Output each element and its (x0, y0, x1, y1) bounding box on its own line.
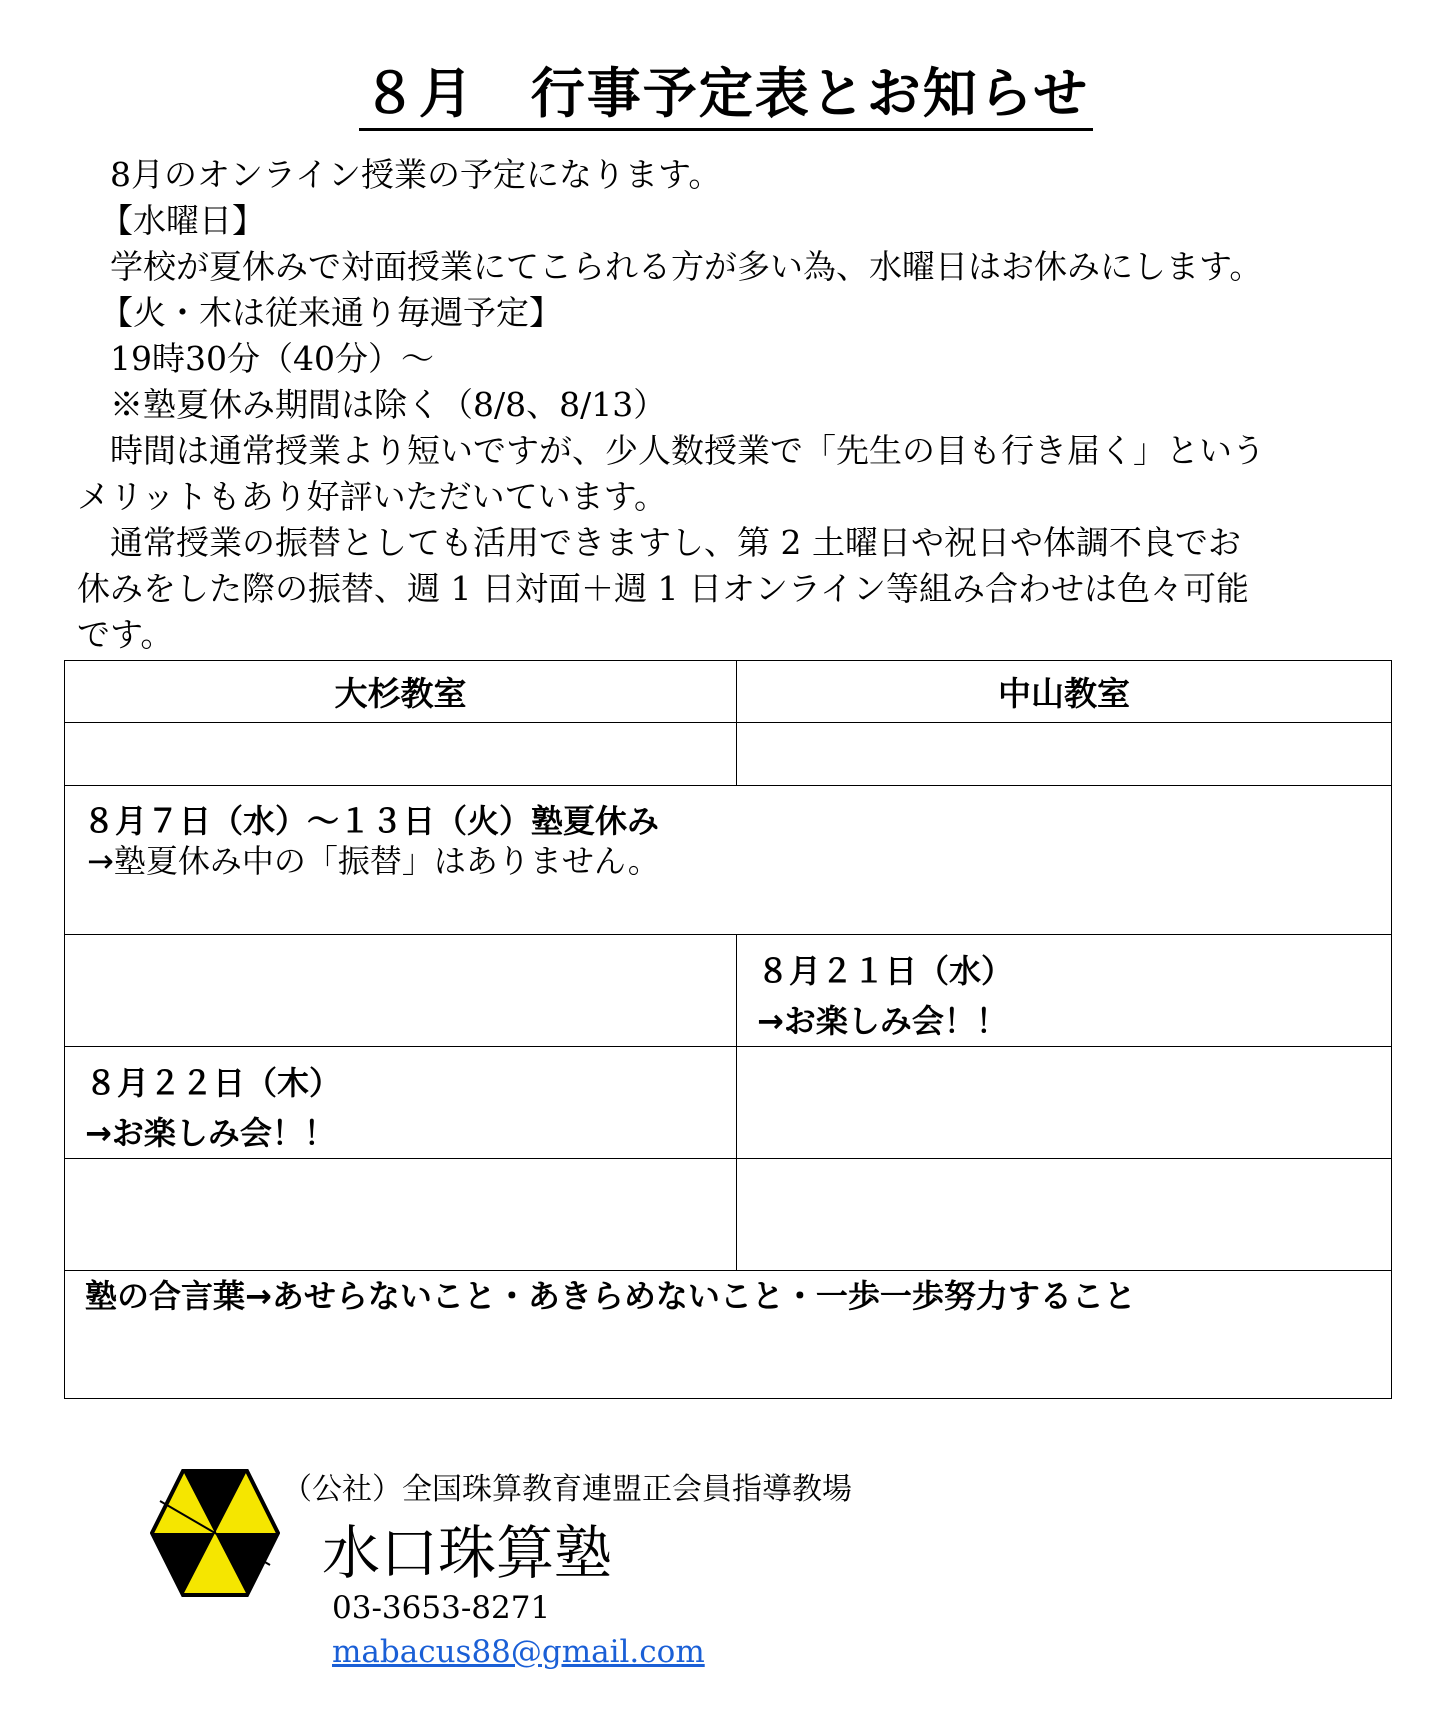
summer-break-note: →塾夏休み中の「振替」はありません。 (87, 842, 660, 880)
empty-cell (737, 1159, 1392, 1271)
summer-break-date: ８月７日（水）～１３日（火）塾夏休み (83, 802, 660, 840)
col-header-nakayama: 中山教室 (737, 661, 1392, 723)
col-header-osugi: 大杉教室 (65, 661, 737, 723)
intro-line: 19時30分（40分）～ (77, 339, 434, 378)
phone-number: 03-3653-8271 (332, 1590, 551, 1626)
empty-cell (65, 1159, 737, 1271)
motto-cell (65, 1271, 1392, 1399)
osugi-event-cell (65, 1047, 737, 1159)
intro-text (77, 152, 1397, 658)
intro-line: 【火・木は従来通り毎週予定】 (100, 293, 562, 332)
intro-line: 時間は通常授業より短いですが、少人数授業で「先生の目も行き届く」という (77, 431, 1265, 470)
intro-line: ※塾夏休み期間は除く（8/8、8/13） (77, 385, 667, 424)
organization-name: （公社）全国珠算教育連盟正会員指導教場 (282, 1472, 852, 1507)
empty-cell (737, 723, 1392, 786)
motto-text: 塾の合言葉→あせらないこと・あきらめないこと・一歩一歩努力すること (85, 1277, 1136, 1315)
schedule-table (64, 660, 1392, 1399)
osugi-event-date: ８月２２日（木） (85, 1064, 342, 1102)
nakayama-event-cell (737, 935, 1392, 1047)
intro-line: 【水曜日】 (100, 201, 265, 240)
abacus-logo-icon (150, 1468, 280, 1598)
email-link[interactable]: mabacus88@gmail.com (332, 1634, 705, 1670)
intro-line: 通常授業の振替としても活用できますし、第 2 土曜日や祝日や体調不良でお (77, 523, 1241, 562)
intro-line: 休みをした際の振替、週 1 日対面＋週 1 日オンライン等組み合わせは色々可能 (77, 569, 1249, 608)
summer-break-cell (65, 786, 1392, 935)
intro-line: 学校が夏休みで対面授業にてこられる方が多い為、水曜日はお休みにします。 (77, 247, 1263, 286)
nakayama-event-name: →お楽しみ会！！ (757, 1002, 1008, 1040)
intro-line: です。 (77, 615, 174, 654)
intro-line: メリットもあり好評いただいています。 (77, 477, 668, 516)
empty-cell (737, 1047, 1392, 1159)
school-name: 水口珠算塾 (322, 1519, 613, 1587)
nakayama-event-date: ８月２１日（水） (757, 952, 1014, 990)
empty-cell (65, 935, 737, 1047)
page-title-wrap (0, 62, 1452, 131)
page-title: ８月 行事予定表とお知らせ (359, 62, 1093, 131)
intro-line: 8月のオンライン授業の予定になります。 (77, 155, 722, 194)
empty-cell (65, 723, 737, 786)
osugi-event-name: →お楽しみ会！！ (85, 1114, 336, 1152)
